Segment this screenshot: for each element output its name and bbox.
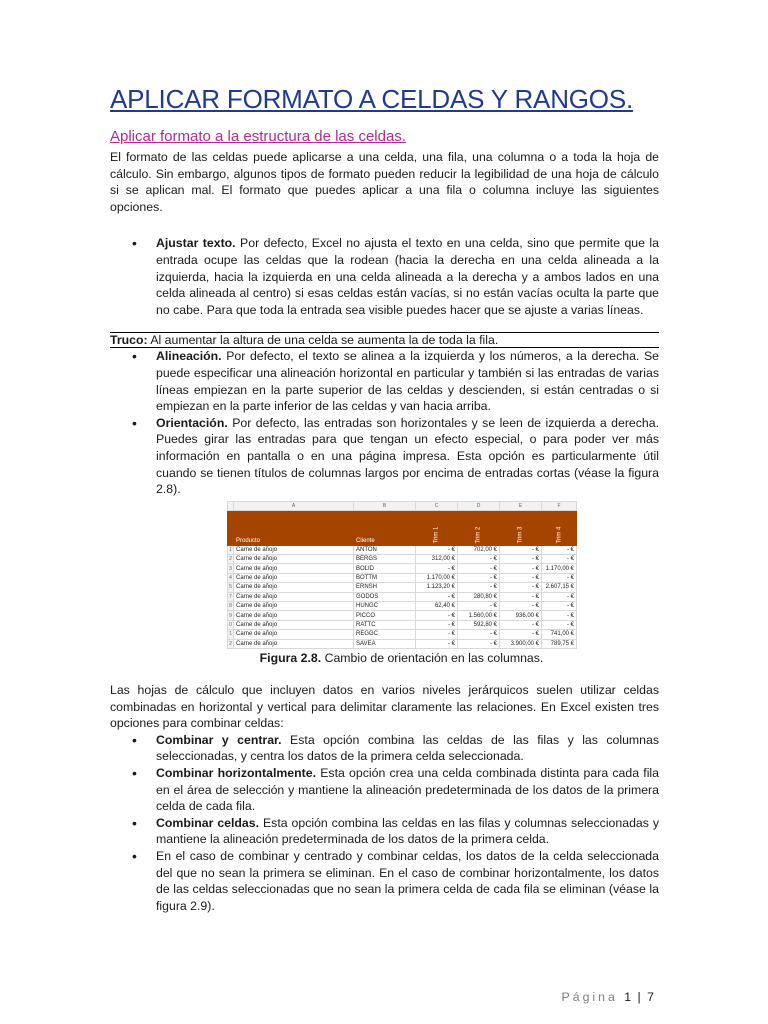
table-cell: - €	[416, 639, 458, 648]
table-cell: 1.170,00 €	[542, 564, 577, 573]
bullet-icon: •	[132, 731, 137, 748]
table-cell: 62,40 €	[416, 602, 458, 611]
list-item	[110, 848, 659, 914]
table-cell: - €	[500, 602, 542, 611]
column-letters-row	[228, 501, 577, 510]
table-cell: ERNSH	[354, 583, 416, 592]
table-row	[228, 630, 577, 639]
list-item	[110, 765, 659, 815]
table-cell: 741,00 €	[542, 630, 577, 639]
table-cell: - €	[416, 564, 458, 573]
table-cell: ANTON	[354, 545, 416, 554]
table-row	[228, 602, 577, 611]
list-item-text: Por defecto, el texto se alinea a la izquierda y los números, a la derecha. Se puede especificar una alineación horizontal en particular y también si las entradas de varias líneas empiezan en la parte superior de las celdas y descienden, si están centradas o si empiezan en la parte inferior de las celdas y van hacia arriba.	[156, 349, 659, 414]
table-row	[228, 583, 577, 592]
table-row	[228, 611, 577, 620]
table-cell: 592,80 €	[458, 620, 500, 629]
caption-label: Figura 2.8.	[259, 650, 322, 665]
table-row	[228, 573, 577, 582]
header-cell	[500, 510, 542, 545]
header-label: Producto	[236, 537, 261, 544]
list-item-term: Ajustar texto.	[156, 236, 236, 251]
table-cell: - €	[542, 545, 577, 554]
table-cell: REGGC	[354, 630, 416, 639]
list-item-term: Combinar horizontalmente.	[156, 765, 316, 780]
table-row	[228, 592, 577, 601]
bullet-icon: •	[132, 847, 137, 864]
header-label: Trim 1	[433, 526, 440, 544]
bullet-icon: •	[132, 414, 137, 431]
list-item-text: Esta opción combina las celdas de las filas y las columnas seleccionadas, y centra los datos de la primera celda seleccionada.	[156, 732, 659, 764]
table-cell: Carne de añojo	[234, 573, 354, 582]
row-number: 2	[229, 640, 232, 647]
table-cell: - €	[542, 611, 577, 620]
page-title: APLICAR FORMATO A CELDAS Y RANGOS.	[110, 84, 633, 114]
column-letter: F	[542, 501, 577, 510]
table-cell: SAVEA	[354, 639, 416, 648]
row-number: 1	[229, 631, 232, 638]
header-label: Trim 4	[556, 526, 562, 544]
row-number: 2	[229, 556, 232, 563]
table-cell: - €	[416, 592, 458, 601]
page-content	[110, 84, 659, 914]
list-item-term: Combinar y centrar.	[156, 732, 282, 747]
bullet-icon: •	[132, 764, 137, 781]
row-number: 1	[229, 546, 232, 553]
header-cell	[458, 510, 500, 545]
table-cell: BERGS	[354, 555, 416, 564]
table-cell: BOTTM	[354, 573, 416, 582]
table-cell: - €	[500, 555, 542, 564]
table-cell: Carne de añojo	[234, 602, 354, 611]
table-cell: 936,00 €	[500, 611, 542, 620]
merge-options-list	[110, 732, 659, 915]
list-item	[110, 415, 659, 498]
row-number: 5	[229, 584, 232, 591]
page-footer	[562, 990, 654, 1004]
table-cell: - €	[416, 620, 458, 629]
bullet-icon: •	[132, 814, 137, 831]
table-cell: Carne de añojo	[234, 630, 354, 639]
table-cell: - €	[416, 630, 458, 639]
table-cell: - €	[542, 592, 577, 601]
table-row	[228, 564, 577, 573]
table-row	[228, 545, 577, 554]
footer-separator: |	[637, 990, 641, 1004]
table-cell: 3.900,00 €	[500, 639, 542, 648]
column-letter: E	[500, 501, 542, 510]
column-letter: C	[416, 501, 458, 510]
list-item-term: Combinar celdas.	[156, 815, 260, 830]
table-cell: - €	[500, 592, 542, 601]
table-cell: - €	[542, 620, 577, 629]
table-cell: 1.560,00 €	[458, 611, 500, 620]
table-cell: 1.123,20 €	[416, 583, 458, 592]
row-number: 0	[229, 622, 232, 628]
table-cell: Carne de añojo	[234, 639, 354, 648]
header-cell	[542, 510, 577, 545]
figure-caption	[227, 650, 576, 666]
header-cell	[354, 510, 416, 545]
footer-page-total: 7	[647, 990, 654, 1004]
footer-page-label: Página	[561, 990, 618, 1004]
table-cell: Carne de añojo	[234, 583, 354, 592]
column-letter: B	[354, 501, 416, 510]
table-cell: - €	[458, 564, 500, 573]
row-number: 4	[229, 575, 232, 582]
table-cell: - €	[458, 602, 500, 611]
row-number: 7	[229, 593, 232, 600]
table-cell: 1.170,00 €	[416, 573, 458, 582]
table-cell: - €	[458, 573, 500, 582]
spreadsheet-table	[227, 501, 577, 649]
list-item-term: Orientación.	[156, 415, 228, 430]
options-list-1	[110, 235, 659, 318]
figure-2-8	[227, 501, 576, 666]
table-cell: - €	[458, 583, 500, 592]
table-cell: - €	[458, 555, 500, 564]
table-cell: Carne de añojo	[234, 611, 354, 620]
row-number: 9	[229, 612, 232, 619]
table-cell: - €	[500, 564, 542, 573]
table-cell: - €	[500, 630, 542, 639]
table-cell: - €	[542, 573, 577, 582]
table-cell: - €	[542, 602, 577, 611]
table-cell: - €	[458, 639, 500, 648]
caption-text: Cambio de orientación en las columnas.	[321, 650, 544, 665]
bullet-icon: •	[132, 348, 137, 365]
table-cell: GODOS	[354, 592, 416, 601]
tip-text: Al aumentar la altura de una celda se aumenta la de toda la fila.	[147, 333, 499, 348]
list-item-term: Alineación.	[156, 349, 222, 364]
table-cell: PICCO	[354, 611, 416, 620]
row-number: 8	[229, 603, 232, 610]
table-cell: - €	[542, 555, 577, 564]
list-item	[110, 235, 659, 318]
list-item-text: Esta opción combina las celdas en las filas y columnas seleccionadas y mantiene la alineación predeterminada de los datos de la primera celda.	[156, 815, 659, 847]
header-cell	[416, 510, 458, 545]
list-item-text: Esta opción crea una celda combinada distinta para cada fila en el área de selección y mantiene la alineación predeterminada de los datos de la primera celda de cada fila.	[156, 765, 659, 814]
table-cell: 789,75 €	[542, 639, 577, 648]
footer-page-number: 1	[624, 990, 632, 1004]
table-cell: 280,80 €	[458, 592, 500, 601]
column-letter: A	[234, 501, 354, 510]
table-cell: Carne de añojo	[234, 555, 354, 564]
table-cell: Carne de añojo	[234, 564, 354, 573]
intro-paragraph: El formato de las celdas puede aplicarse a una celda, una fila, una columna o a toda la hoja de cálculo. Sin embargo, algunos tipos de formato pueden reducir la legibilidad de una hoja de cálculo si se aplican mal. El formato que puedes aplicar a una fila o columna incluye las siguientes opciones.	[110, 150, 659, 214]
list-item-text: Por defecto, las entradas son horizontales y se leen de izquierda a derecha. Puedes girar las entradas para que tengan un efecto especial, o para poder ver más información en pantalla o en una página impresa. Esta opción es particularmente útil cuando se tienen títulos de columnas largos por encima de entradas cortas (véase la figura 2.8).	[156, 415, 659, 497]
bullet-icon: •	[132, 235, 137, 252]
table-cell: 2.607,15 €	[542, 583, 577, 592]
list-item-text: Por defecto, Excel no ajusta el texto en una celda, sino que permite que la entrada ocupe las celdas que la rodean (hacia la derecha en una celda alineada a la izquierda, hacia la izquierda en una celda alineada a la derecha y a ambos lados en una celda alineada al centro) si esas celdas están vacías, si no están vacías oculta la parte que no cabe. Para que toda la entrada sea visible puedes hacer que se ajuste a varias líneas.	[156, 236, 659, 317]
table-cell: - €	[500, 573, 542, 582]
table-cell: - €	[500, 583, 542, 592]
table-row	[228, 620, 577, 629]
table-cell: BOLID	[354, 564, 416, 573]
table-cell: - €	[416, 611, 458, 620]
spreadsheet-screenshot	[227, 501, 576, 649]
table-cell: Carne de añojo	[234, 592, 354, 601]
tip-label: Truco:	[110, 333, 148, 348]
table-cell: Carne de añojo	[234, 620, 354, 629]
header-row	[228, 510, 577, 545]
table-cell: 312,00 €	[416, 555, 458, 564]
row-number: 3	[229, 565, 232, 572]
column-letter: D	[458, 501, 500, 510]
header-label: Cliente	[356, 537, 375, 544]
table-cell: HUNGC	[354, 602, 416, 611]
header-cell	[234, 510, 354, 545]
list-item	[110, 815, 659, 848]
table-row	[228, 555, 577, 564]
table-cell: 702,00 €	[458, 545, 500, 554]
tip-box	[110, 332, 659, 348]
list-item-text: En el caso de combinar y centrado y combinar celdas, los datos de la celda seleccionada del que no sean la primera se eliminan. En el caso de combinar horizontalmente, los datos de las celdas seleccionadas que no sean la primera celda de cada fila se eliminan (véase la figura 2.9).	[156, 848, 659, 913]
merge-paragraph: Las hojas de cálculo que incluyen datos en varios niveles jerárquicos suelen utilizar celdas combinadas en horizontal y vertical para delimitar claramente las relaciones. En Excel existen tres opciones para combinar celdas:	[110, 682, 659, 731]
header-label: Trim 2	[475, 526, 482, 544]
table-cell: Carne de añojo	[234, 545, 354, 554]
section-subtitle: Aplicar formato a la estructura de las celdas.	[110, 128, 406, 145]
table-cell: - €	[500, 620, 542, 629]
table-cell: RATTC	[354, 620, 416, 629]
list-item	[110, 348, 659, 414]
table-row	[228, 639, 577, 648]
header-label: Trim 3	[517, 526, 524, 544]
table-cell: - €	[458, 630, 500, 639]
list-item	[110, 732, 659, 765]
options-list-2	[110, 348, 659, 497]
table-cell: - €	[500, 545, 542, 554]
table-cell: - €	[416, 545, 458, 554]
